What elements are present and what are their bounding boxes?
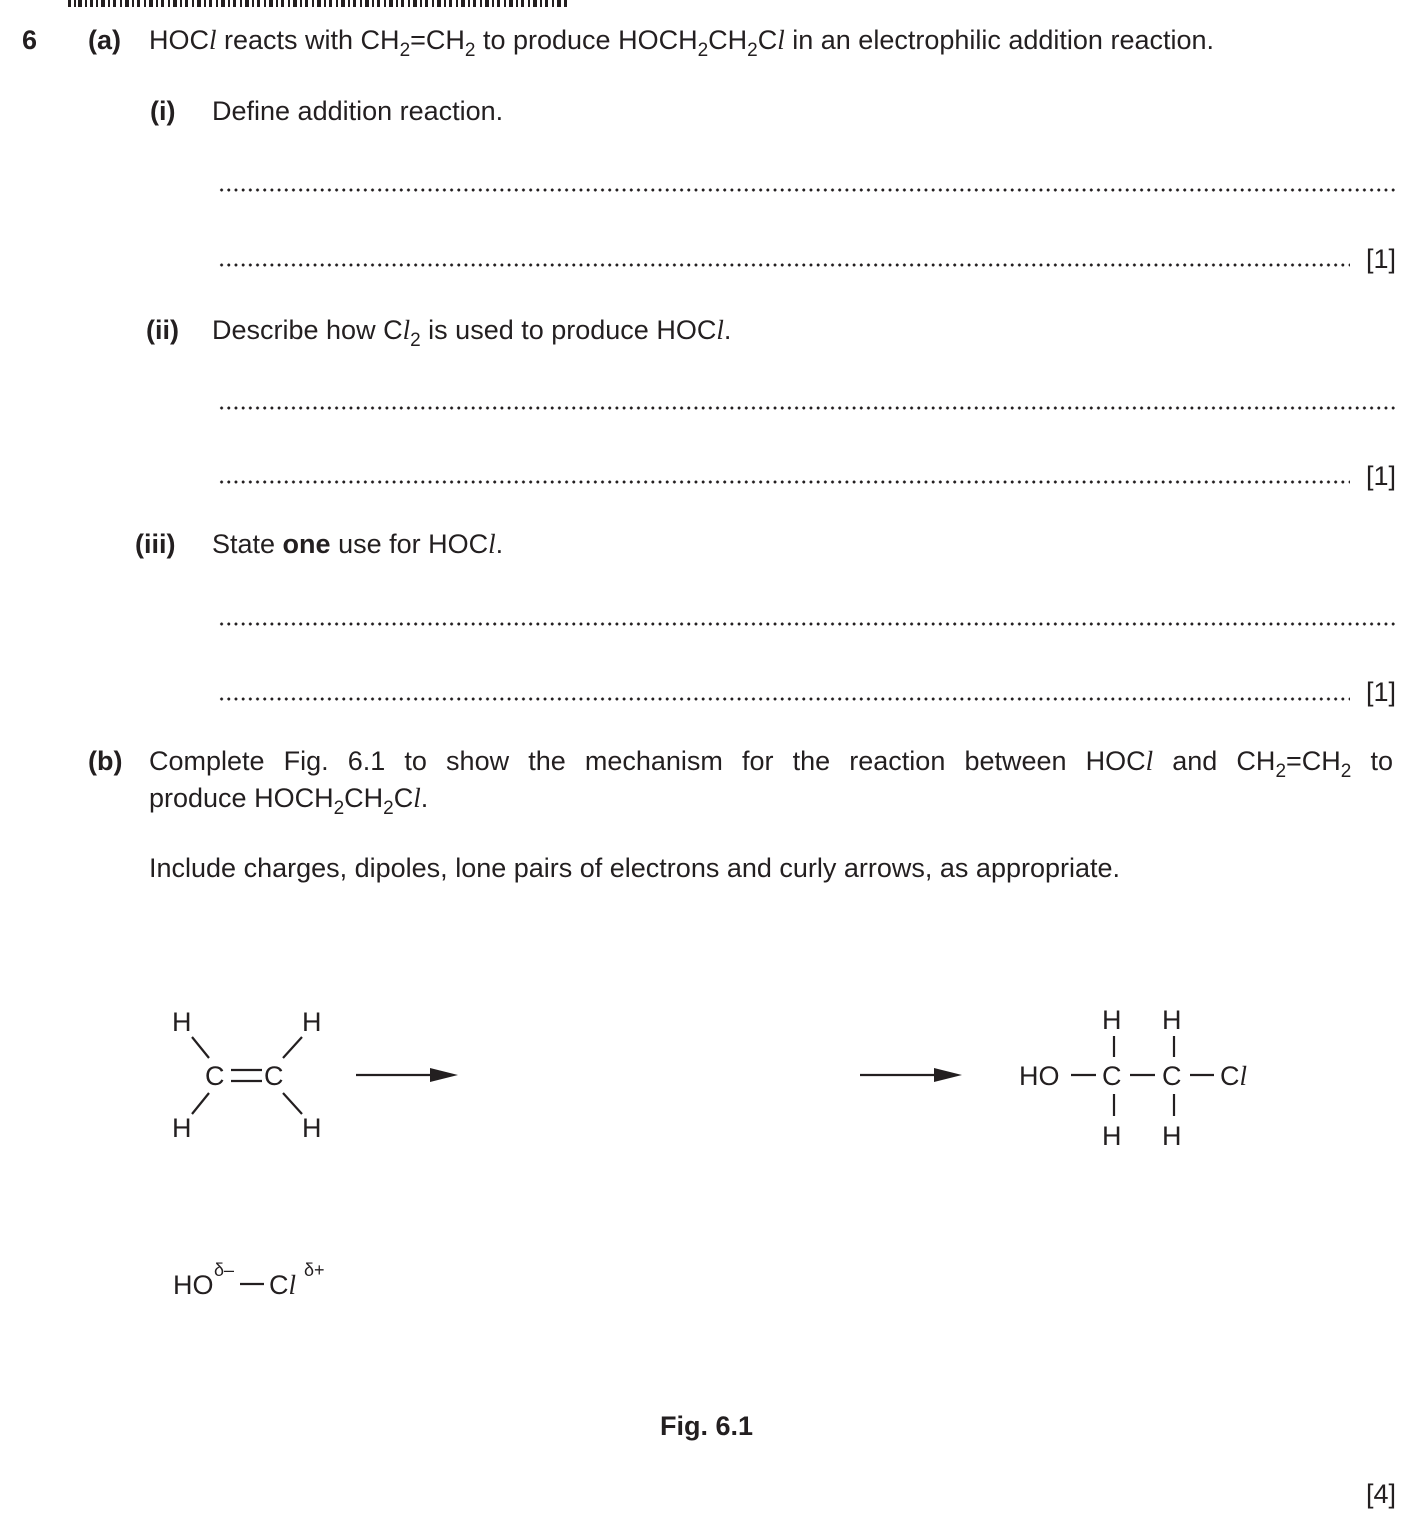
figure-caption: Fig. 6.1 bbox=[660, 1411, 754, 1441]
reaction-arrow-1 bbox=[356, 1068, 458, 1082]
atom-h: H bbox=[1102, 1005, 1122, 1035]
bond bbox=[192, 1093, 209, 1114]
atom-h: H bbox=[1102, 1121, 1122, 1151]
reaction-arrow-2 bbox=[860, 1068, 962, 1082]
atom-h: H bbox=[1162, 1121, 1182, 1151]
atom-cl: Cl bbox=[1220, 1061, 1248, 1091]
part-b-label: (b) bbox=[88, 746, 123, 776]
atom-h: H bbox=[302, 1007, 322, 1037]
mark-allocation: [1] bbox=[1366, 461, 1397, 491]
hocl-reagent bbox=[173, 1260, 325, 1300]
figure-6-1 bbox=[0, 990, 1420, 1330]
barcode bbox=[68, 0, 568, 7]
answer-line[interactable] bbox=[218, 480, 1350, 484]
answer-line[interactable] bbox=[218, 406, 1398, 410]
atom-c: C bbox=[205, 1061, 225, 1091]
atom-c: C bbox=[264, 1061, 284, 1091]
part-b-instruction: Include charges, dipoles, lone pairs of electrons and curly arrows, as appropriate. bbox=[149, 853, 1121, 883]
part-a-i-text: Define addition reaction. bbox=[212, 96, 504, 126]
ethene-structure bbox=[172, 1007, 322, 1143]
part-a-i-label: (i) bbox=[150, 96, 176, 126]
part-b-line2: produce $HOCH_2CH_2Cl$. bbox=[149, 783, 429, 819]
part-a-stem: HOCl reacts with $CH_2=CH_2$ to produce $HOCH_2CH_2Cl$ in an electrophilic addition reaction. bbox=[149, 25, 1215, 61]
atom-h: H bbox=[1162, 1005, 1182, 1035]
atom-h: H bbox=[172, 1007, 192, 1037]
answer-line[interactable] bbox=[218, 263, 1350, 267]
answer-line[interactable] bbox=[218, 622, 1398, 626]
mark-allocation: [1] bbox=[1366, 677, 1397, 707]
atom-cl: Cl bbox=[269, 1270, 297, 1300]
group-ho: HO bbox=[173, 1270, 214, 1300]
bond bbox=[283, 1037, 302, 1058]
mark-allocation: [4] bbox=[1366, 1479, 1397, 1509]
part-a-iii-text: State one use for HOCl. bbox=[212, 529, 504, 559]
bond bbox=[192, 1037, 209, 1058]
part-a-ii-label: (ii) bbox=[146, 315, 179, 345]
part-a-label: (a) bbox=[88, 25, 121, 55]
bond bbox=[283, 1093, 302, 1114]
atom-c: C bbox=[1162, 1061, 1182, 1091]
dipole-delta-minus: δ– bbox=[214, 1260, 235, 1280]
product-structure bbox=[1019, 1005, 1247, 1151]
atom-h: H bbox=[302, 1113, 322, 1143]
mark-allocation: [1] bbox=[1366, 244, 1397, 274]
answer-line[interactable] bbox=[218, 697, 1350, 701]
part-a-ii-text: Describe how $Cl_2$ is used to produce HOCl. bbox=[212, 315, 732, 351]
atom-h: H bbox=[172, 1113, 192, 1143]
answer-line[interactable] bbox=[218, 188, 1398, 192]
part-b-line1: Complete Fig. 6.1 to show the mechanism for the reaction between HOCl and $CH_2=CH_2$ to bbox=[149, 746, 1393, 782]
atom-c: C bbox=[1102, 1061, 1122, 1091]
dipole-delta-plus: δ+ bbox=[304, 1260, 325, 1280]
question-number: 6 bbox=[22, 25, 38, 55]
group-ho: HO bbox=[1019, 1061, 1060, 1091]
part-a-iii-label: (iii) bbox=[135, 529, 176, 559]
